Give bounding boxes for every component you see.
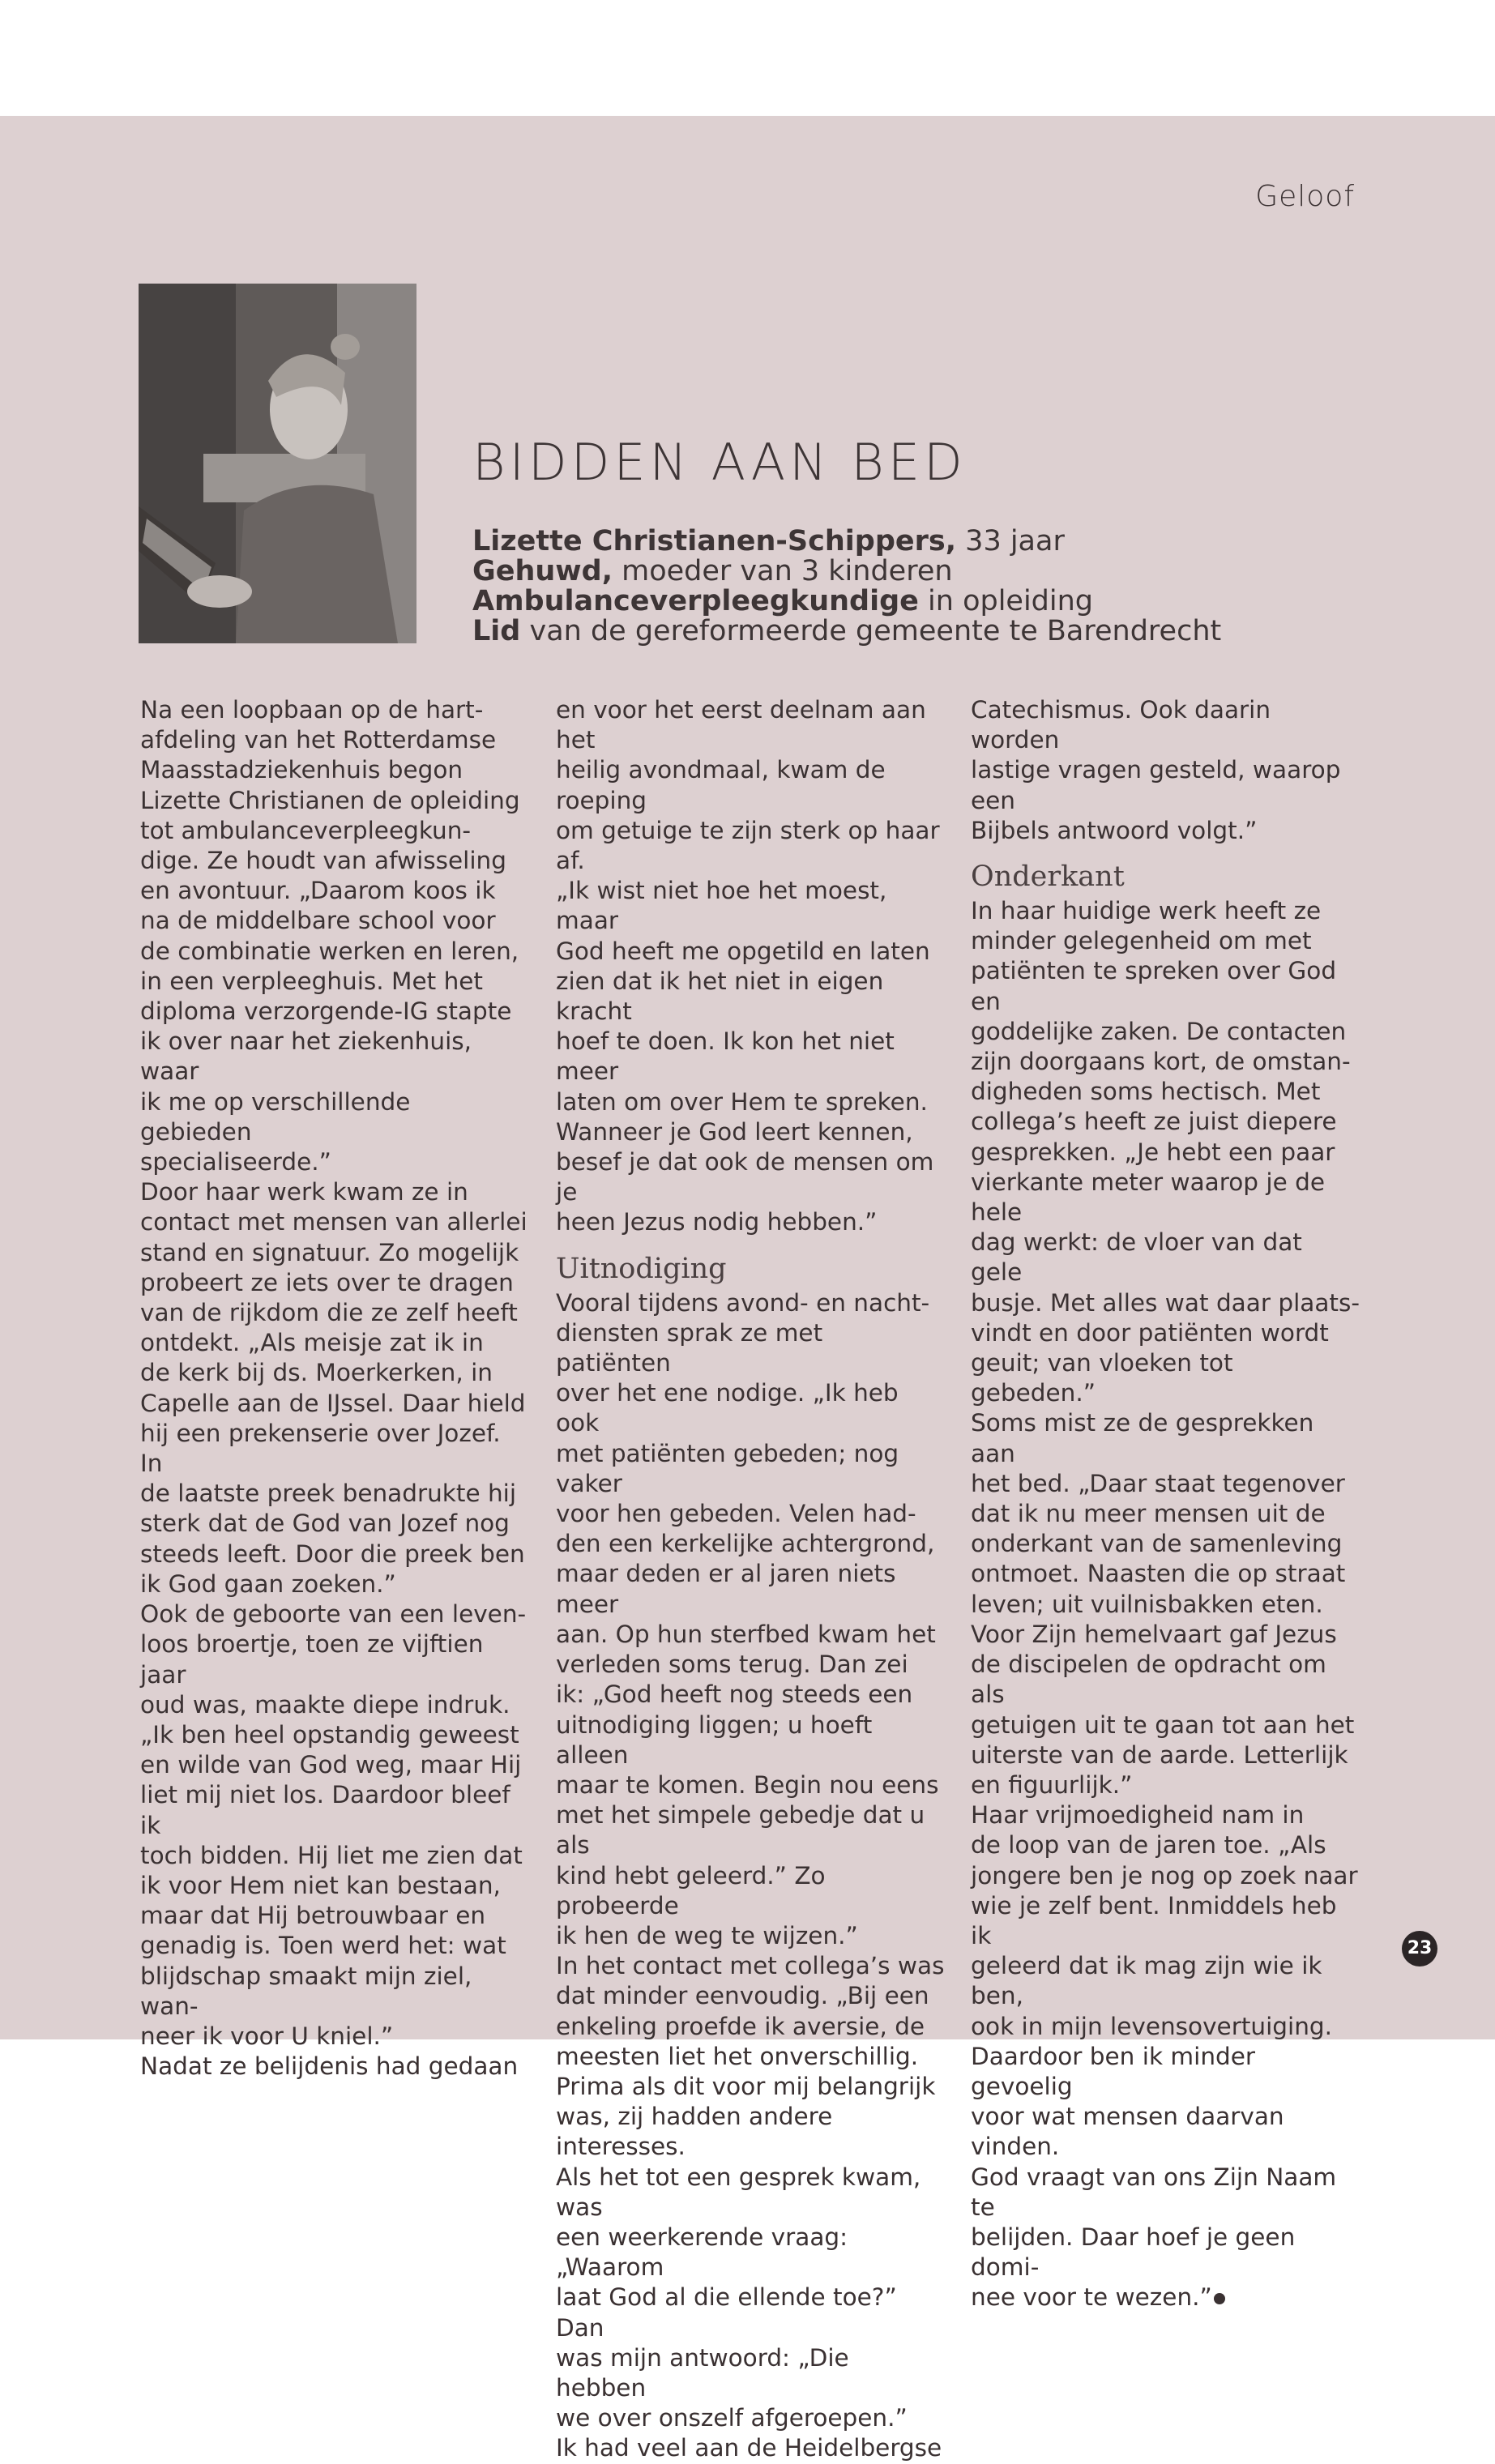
page-number: 23 <box>1402 1931 1437 1967</box>
text-line: aan. Op hun sterfbed kwam het <box>556 1620 936 1648</box>
text-line: Daardoor ben ik minder gevoelig <box>971 2042 1256 2100</box>
text-line: was mijn antwoord: „Die hebben <box>556 2343 849 2402</box>
text-line: diensten sprak ze met patiënten <box>556 1318 823 1377</box>
text-line: was, zij hadden andere interesses. <box>556 2103 833 2161</box>
subheading-uitnodiging: Uitnodiging <box>556 1252 727 1285</box>
text-line: kind hebt geleerd.” Zo probeerde <box>556 1861 826 1920</box>
text-line: Voor Zijn hemelvaart gaf Jezus <box>971 1620 1337 1648</box>
text-line: onderkant van de samenleving <box>971 1530 1343 1558</box>
text-line: contact met mensen van allerlei <box>140 1208 528 1236</box>
text-line: ik voor Hem niet kan bestaan, <box>140 1871 501 1899</box>
text-line: uiterste van de aarde. Letterlijk <box>971 1740 1348 1769</box>
text-line: Door haar werk kwam ze in <box>140 1178 468 1206</box>
text-line: getuigen uit te gaan tot aan het <box>971 1710 1355 1739</box>
text-line: „Ik ben heel opstandig geweest <box>140 1720 519 1749</box>
text-line: heilig avondmaal, kwam de roeping <box>556 756 886 814</box>
text-line: In haar huidige werk heeft ze <box>971 897 1322 925</box>
bio-line: Ambulanceverpleegkundige in opleiding <box>472 585 1094 617</box>
bio-line: Lizette Christianen-Schippers, 33 jaar <box>472 525 1065 557</box>
text-line: de discipelen de opdracht om als <box>971 1650 1326 1709</box>
column-2-body-b <box>556 1288 945 2464</box>
text-line: ik God gaan zoeken.” <box>140 1569 396 1598</box>
text-line: God heeft me opgetild en laten <box>556 937 930 965</box>
text-line: Na een loopbaan op de hart- <box>140 696 484 724</box>
text-line: geleerd dat ik mag zijn wie ik ben, <box>971 1952 1322 2010</box>
text-line: Haar vrijmoedigheid nam in <box>971 1801 1305 1830</box>
text-line: een weerkerende vraag: „Waarom <box>556 2223 848 2282</box>
text-line: ontdekt. „Als meisje zat ik in <box>140 1329 484 1357</box>
text-line: „Ik wist niet hoe het moest, maar <box>556 877 887 935</box>
subheading-onderkant: Onderkant <box>971 860 1125 894</box>
text-line: Capelle aan de IJssel. Daar hield <box>140 1389 526 1417</box>
text-line: dat minder eenvoudig. „Bij een <box>556 1982 929 2010</box>
text-line: Als het tot een gesprek kwam, was <box>556 2163 921 2221</box>
text-line: leven; uit vuilnisbakken eten. <box>971 1590 1323 1618</box>
text-line: en avontuur. „Daarom koos ik <box>140 877 496 905</box>
text-line: en figuurlijk.” <box>971 1770 1133 1799</box>
text-line: afdeling van het Rotterdamse <box>140 726 497 754</box>
text-line: laten om over Hem te spreken. <box>556 1087 928 1116</box>
text-line: stand en signatuur. Zo mogelijk <box>140 1238 519 1266</box>
text-line: Ik had veel aan de Heidelbergse <box>556 2434 942 2462</box>
text-line: voor hen gebeden. Velen had- <box>556 1500 916 1528</box>
article-title: BIDDEN AAN BED <box>472 433 967 492</box>
text-line: dag werkt: de vloer van dat gele <box>971 1228 1302 1287</box>
text-line: digheden soms hectisch. Met <box>971 1078 1321 1106</box>
text-line: met het simpele gebedje dat u als <box>556 1801 925 1860</box>
text-line: de combinatie werken en leren, <box>140 937 519 965</box>
text-line: liet mij niet los. Daardoor bleef ik <box>140 1781 510 1839</box>
text-line: Nadat ze belijdenis had gedaan <box>140 2052 519 2081</box>
text-line: sterk dat de God van Jozef nog <box>140 1510 510 1538</box>
text-line: goddelijke zaken. De contacten <box>971 1017 1347 1045</box>
text-line: verleden soms terug. Dan zei <box>556 1650 908 1679</box>
text-line: steeds leeft. Door die preek ben <box>140 1539 525 1568</box>
text-line: hij een prekenserie over Jozef. In <box>140 1419 501 1478</box>
text-line: geuit; van vloeken tot gebeden.” <box>971 1349 1233 1407</box>
text-line: uitnodiging liggen; u hoeft alleen <box>556 1710 873 1769</box>
text-line: we over onszelf afgeroepen.” <box>556 2404 908 2432</box>
text-line: neer ik voor U kniel.” <box>140 2022 394 2050</box>
text-line: laat God al die ellende toe?” Dan <box>556 2283 897 2342</box>
text-line: den een kerkelijke achtergrond, <box>556 1530 935 1558</box>
text-line: genadig is. Toen werd het: wat <box>140 1932 506 1960</box>
text-line: Maasstadziekenhuis begon <box>140 756 463 784</box>
portrait-photo <box>139 284 416 643</box>
text-line: ik: „God heeft nog steeds een <box>556 1680 913 1709</box>
text-line: de loop van de jaren toe. „Als <box>971 1831 1326 1860</box>
text-line: wie je zelf bent. Inmiddels heb ik <box>971 1891 1337 1949</box>
text-line: diploma verzorgende-IG stapte <box>140 997 512 1026</box>
text-line: van de rijkdom die ze zelf heeft <box>140 1299 518 1327</box>
text-line: Catechismus. Ook daarin worden <box>971 696 1271 754</box>
text-line: collega’s heeft ze juist diepere <box>971 1108 1337 1136</box>
text-line: dat ik nu meer mensen uit de <box>971 1500 1326 1528</box>
text-line: zien dat ik het niet in eigen kracht <box>556 967 884 1026</box>
text-line: ik over naar het ziekenhuis, waar <box>140 1027 472 1086</box>
text-line: ik hen de weg te wijzen.” <box>556 1921 858 1949</box>
bio-line: Lid van de gereformeerde gemeente te Barendrecht <box>472 615 1222 647</box>
text-line: In het contact met collega’s was <box>556 1952 945 1980</box>
text-line: dige. Ze houdt van afwisseling <box>140 847 506 875</box>
column-3-body-a <box>971 695 1360 846</box>
text-line: Lizette Christianen de opleiding <box>140 786 520 814</box>
text-line: en voor het eerst deelnam aan het <box>556 696 926 754</box>
text-line: hoef te doen. Ik kon het niet meer <box>556 1027 895 1086</box>
text-line: Soms mist ze de gesprekken aan <box>971 1409 1314 1467</box>
column-2-body-a <box>556 695 945 1238</box>
text-line: over het ene nodige. „Ik heb ook <box>556 1379 899 1437</box>
text-line: enkeling proefde ik aversie, de <box>556 2012 925 2040</box>
text-line: blijdschap smaakt mijn ziel, wan- <box>140 1962 472 2020</box>
text-line: en wilde van God weg, maar Hij <box>140 1751 522 1779</box>
text-column-3 <box>971 695 1360 2313</box>
text-line: ook in mijn levensovertuiging. <box>971 2012 1333 2040</box>
text-line: ontmoet. Naasten die op straat <box>971 1560 1346 1588</box>
text-line: oud was, maakte diepe indruk. <box>140 1690 510 1719</box>
text-line: nee voor te wezen.” <box>971 2283 1360 2312</box>
text-line: specialiseerde.” <box>140 1148 331 1176</box>
text-line: tot ambulanceverpleegkun- <box>140 816 472 844</box>
text-line: patiënten te spreken over God en <box>971 957 1337 1015</box>
end-mark-icon <box>1214 2293 1225 2304</box>
text-line: heen Jezus nodig hebben.” <box>556 1208 878 1236</box>
column-1-body <box>140 695 529 2082</box>
text-line: jongere ben je nog op zoek naar <box>971 1861 1358 1890</box>
text-line: Vooral tijdens avond- en nacht- <box>556 1288 930 1317</box>
text-line: vierkante meter waarop je de hele <box>971 1168 1325 1227</box>
text-line: gesprekken. „Je hebt een paar <box>971 1138 1335 1166</box>
text-line: met patiënten gebeden; nog vaker <box>556 1439 899 1497</box>
text-line: minder gelegenheid om met <box>971 927 1312 955</box>
text-line: Bijbels antwoord volgt.” <box>971 816 1258 844</box>
text-line: na de middelbare school voor <box>140 907 496 935</box>
text-column-1 <box>140 695 529 2082</box>
column-3-body-b <box>971 896 1360 2313</box>
text-line: Prima als dit voor mij belangrijk <box>556 2072 936 2100</box>
text-line: in een verpleeghuis. Met het <box>140 967 483 995</box>
text-line: om getuige te zijn sterk op haar af. <box>556 816 940 875</box>
text-line: besef je dat ook de mensen om je <box>556 1148 934 1206</box>
text-line: ik me op verschillende gebieden <box>140 1087 411 1146</box>
bio-block <box>472 527 1221 647</box>
text-line: het bed. „Daar staat tegenover <box>971 1469 1345 1497</box>
text-line: zijn doorgaans kort, de omstan- <box>971 1048 1351 1076</box>
text-line: maar deden er al jaren niets meer <box>556 1560 896 1618</box>
text-line: Wanneer je God leert kennen, <box>556 1117 913 1146</box>
text-line: maar dat Hij betrouwbaar en <box>140 1902 486 1930</box>
text-line: de laatste preek benadrukte hij <box>140 1480 517 1508</box>
text-line: God vraagt van ons Zijn Naam te <box>971 2163 1337 2221</box>
text-line: belijden. Daar hoef je geen domi- <box>971 2223 1296 2282</box>
text-line: toch bidden. Hij liet me zien dat <box>140 1841 523 1869</box>
bio-line: Gehuwd, moeder van 3 kinderen <box>472 555 953 587</box>
section-label: Geloof <box>1255 180 1355 213</box>
text-line: vindt en door patiënten wordt <box>971 1318 1329 1347</box>
text-line: maar te komen. Begin nou eens <box>556 1770 939 1799</box>
text-line: voor wat mensen daarvan vinden. <box>971 2103 1284 2161</box>
text-line: loos broertje, toen ze vijftien jaar <box>140 1630 484 1689</box>
text-line: probeert ze iets over te dragen <box>140 1268 514 1296</box>
text-line: Ook de geboorte van een leven- <box>140 1600 527 1629</box>
text-line: de kerk bij ds. Moerkerken, in <box>140 1359 493 1387</box>
text-line: busje. Met alles wat daar plaats- <box>971 1288 1360 1317</box>
text-line: meesten liet het onverschillig. <box>556 2042 919 2070</box>
text-column-2 <box>556 695 945 2464</box>
text-line: lastige vragen gesteld, waarop een <box>971 756 1341 814</box>
